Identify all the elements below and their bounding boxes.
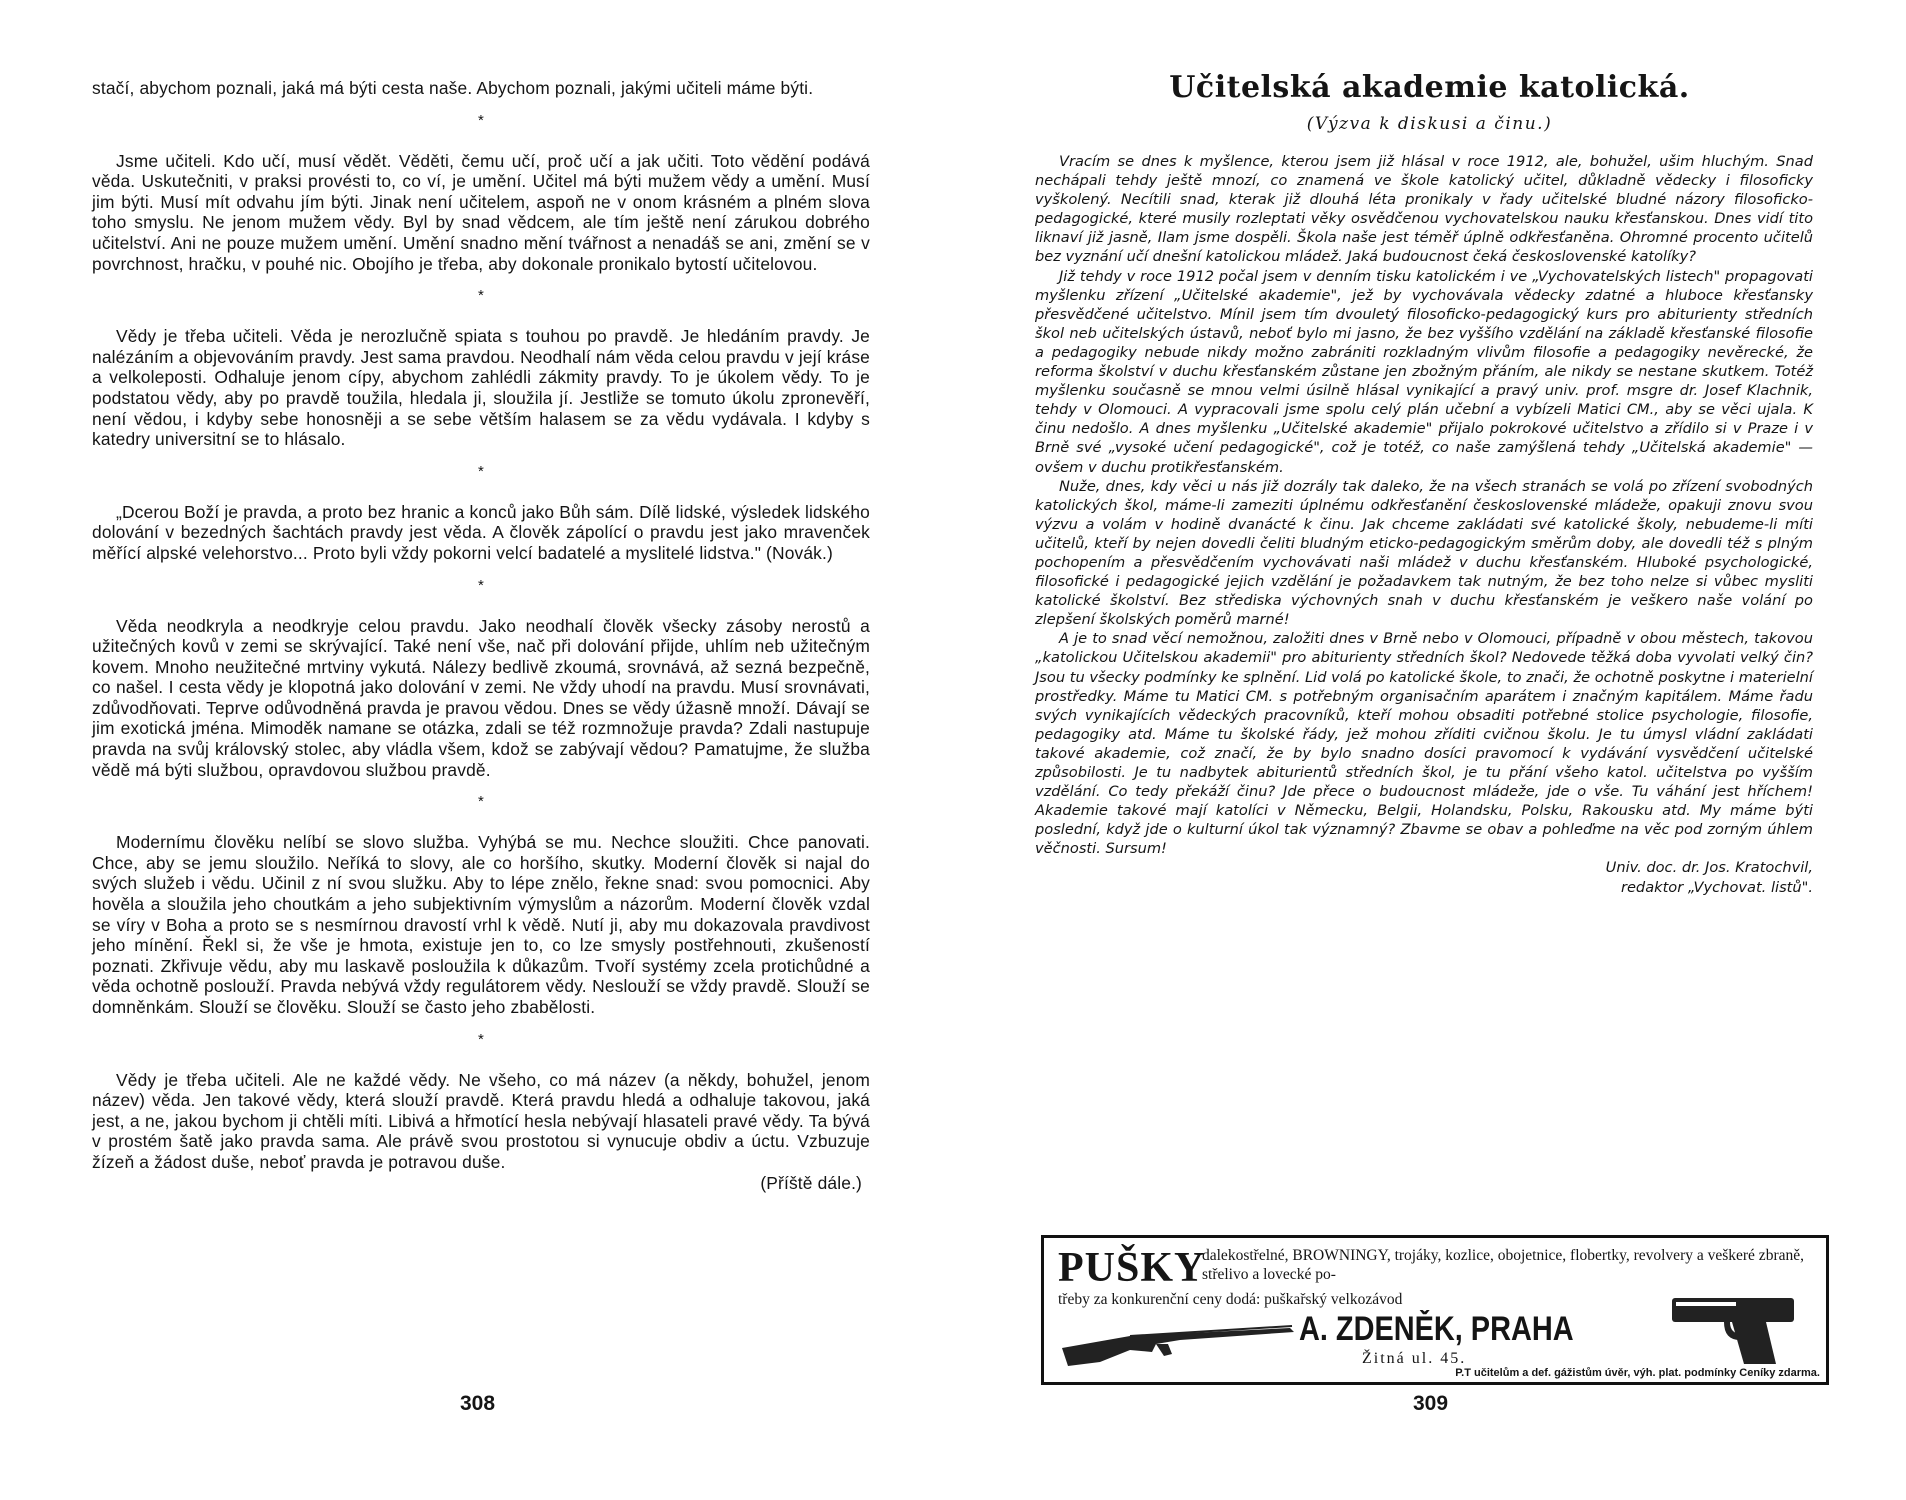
right-paragraph-1: Vracím se dnes k myšlence, kterou jsem již hlásal v roce 1912, ale, bohužel, ušim hluchým. Snad nechápali tehdy ještě mnozí, co znamená ve škole katolický učitel, důkladně vědecky i filosoficky vyškolený. Necítili snad, kterak již dlouhá léta pronikaly v řady učitelské bludné názory filosoficko-pedagogické, které musily rozleptati věky osvědčenou vychovatelskou nauku křesťanskou. Dnes vidí tito liknaví již jasně, Ilam jsme dospěli. Škola naše jest téměř úplně odkřesťaněna. Ohromné procento učitelů bez vyznání učí dnešní katolickou mládež. Jaká budoucnost čeká československé katolíky?	[1035, 153, 1813, 266]
left-paragraph-1: stačí, abychom poznali, jaká má býti cesta naše. Abychom poznali, jakými učiteli máme býti.	[92, 78, 814, 98]
section-separator: *	[478, 1030, 484, 1048]
ad-footer-terms: P.T učitelům a def. gážistům úvěr, výh. plat. podmínky Ceníky zdarma.	[1455, 1367, 1820, 1379]
ad-address: Žitná ul. 45.	[1362, 1350, 1467, 1367]
left-page-text	[92, 78, 870, 1193]
article-subtitle: (Výzva k diskusi a činu.)	[1306, 114, 1553, 134]
ad-description-continued: třeby za konkurenční ceny dodá: puškařský velkozávod	[1058, 1291, 1403, 1308]
section-separator: *	[478, 793, 484, 811]
left-paragraph-5: Věda neodkryla a neodkryje celou pravdu. Jako neodhalí člověk všecky zásoby nerostů a užitečných kovů v zemi se skrývající. Také není vše, nač při dolování přijde, uhlím neb užitečným kovem. Mnoho neužitečné mrtviny vykutá. Nálezy bedlivě zkoumá, srovnává, až sezná bezpečně, co našel. I cesta vědy je klopotná jako dolování v zemi. Ne vždy uhodí na pravdu. Musí srovnávati, zdůvodňovati. Teprve odůvodněná pravda je pravou vědou. Dnes se vědy úžasně množí. Dávají se jim exotická jména. Mimoděk namane se otázka, zdali se též rozmnožuje pravda? Zdali nastupuje pravda na svůj královský stolec, aby vládla všem, kdož se zabývají vědou? Pamatujme, že služba vědě má býti službou, opravdovou službou pravdě.	[92, 615, 870, 780]
section-separator: *	[478, 462, 484, 480]
ad-company-name: A. ZDENĚK, PRAHA	[1299, 1310, 1574, 1348]
author-role: redaktor „Vychovat. listů".	[1620, 878, 1813, 896]
left-paragraph-2: Jsme učiteli. Kdo učí, musí vědět. Věděti, čemu učí, proč učí a jak učiti. Toto vědění podává věda. Uskutečniti, v praksi provésti to, co ví, je umění. Učitel má býti mužem vědy a umění. Musí jim býti. Musí mít odvahu jím býti. Jinak není učitelem, aspoň ne v onom krásném a plném slova toho smyslu. Ne jenom mužem vědy. Byl by snad vědcem, ale tím ještě není zárukou dobrého učitelství. Ani ne pouze mužem umění. Umění snadno mění tvářnost a nenadáš se ani, změní se v povrchnost, hračku, v pouhé nic. Obojího je třeba, aby dokonale pronikalo bytostí učitelovou.	[92, 150, 870, 274]
right-page	[953, 0, 1906, 1500]
page-number-right: 309	[1413, 1392, 1449, 1415]
left-paragraph-3: Vědy je třeba učiteli. Věda je nerozlučně spiata s touhou po pravdě. Je hledáním pravdy. Je nalézáním a objevováním pravdy. Jest sama pravdou. Neodhalí nám věda celou pravdu v její kráse a velkoleposti. Odhaluje jenom cípy, abychom zahlédli zákmity pravdy. To je úkolem vědy. To je podstatou vědy, aby po pravdě toužila, hledala ji, sloužila jí. Jestliže se tomuto úkolu zpronevěří, není vědou, i kdyby sebe honosněji a se sebe větším halasem se za vědu vydávala. I kdyby s katedry universitní se to hlásalo.	[92, 326, 870, 450]
pistol-icon	[1662, 1288, 1802, 1368]
shotgun-icon	[1060, 1318, 1300, 1370]
left-paragraph-7: Vědy je třeba učiteli. Ale ne každé vědy. Ne všeho, co má název (a někdy, bohužel, jenom název) věda. Jen takové vědy, která slouží pravdě. Která pravdu hledá a odhaluje takovou, jaká jest, a ne, jakou bychom ji chtěli míti. Libivá a hřmotící hesla nebývají hlasateli pravé vědy. Ta bývá v prostém šatě jako pravda sama. Ale právě svou prostotou si vynucuje obdiv a úctu. Vzbuzuje žízeň a žádost duše, neboť pravda je potravou duše.	[92, 1069, 870, 1172]
section-separator: *	[478, 111, 484, 129]
author-signature: Univ. doc. dr. Jos. Kratochvil,	[1605, 859, 1813, 877]
continuation-note: (Příště dále.)	[760, 1172, 862, 1193]
left-paragraph-4-quote: „Dcerou Boží je pravda, a proto bez hranic a konců jako Bůh sám. Dílě lidské, výsledek lidského dolování v bezedných šachtách pravdy jest věda. A člověk zápolící o pravdu jest jako mravenček měřící alpské velehorstvo... Proto byli vždy pokorni velcí badatelé a myslitelé lidstva." (Novák.)	[92, 501, 870, 563]
section-separator: *	[478, 576, 484, 594]
left-paragraph-6: Modernímu člověku nelíbí se slovo služba. Vyhýbá se mu. Nechce sloužiti. Chce panovati. Chce, aby se jemu sloužilo. Neříká to slovy, ale co horšího, skutky. Moderní člověk si najal do svých služeb i vědu. Učinil z ní svou služku. Aby to lépe znělo, řekne snad: svou pomocnici. Aby hověla a sloužila jeho choutkám a jeho subjektivním výmyslům a názorům. Moderní člověk vzdal se víry v Boha a proto se s nesmírnou dravostí vrhl k vědě. Nutí ji, aby mu dokazovala pravdivost jeho mínění. Řekl si, že vše je hmota, existuje jen to, co lze smysly postřehnouti, zkušeností poznati. Zkřivuje vědu, aby mu laskavě posloužila k důkazům. Tvoří systémy zcela protichůdné a věda ochotně poslouží. Pravda nebývá vždy regulátorem vědy. Neslouží se vždy pravdě. Slouží se domněnkám. Slouží se člověku. Slouží se často jeho zbabělosti.	[92, 832, 870, 1017]
right-paragraph-2: Již tehdy v roce 1912 počal jsem v denním tisku katolickém i ve „Vychovatelských listech" propagovati myšlenku zřízení „Učitelské akademie", jež by vychovávala vědecky zdatné a hluboce křesťansky přesvědčené učitelstvo. Mínil jsem tím dvouletý filosoficko-pedagogický kurs pro abiturienty středních škol neb učitelských ústavů, neboť bylo mi jasno, že bez vyššího vzdělání na základě křesťanské filosofie a pedagogiky nebude nikdy možno zabrániti rozkladným vlivům filosofie a pedagogiky nevěrecké, že reforma školství v duchu křesťanském zůstane jen zbožným přáním, ale nikdy se nestane skutkem. Totéž myšlenku současně se mnou velmi úsilně hlásal vynikající a pravý univ. prof. msgre dr. Josef Klachnik, tehdy v Olomouci. A vypracovali jsme spolu celý plán učební a vybízeli Matici CM., aby se věci ujala. K činu nedošlo. A dnes myšlenku „Učitelské akademie" přijalo pokrokové učitelstvo a zřídilo si v Praze i v Brně své „vysoké učení pedagogické", což je totéž, co naše zamýšlená tehdy „Učitelská akademie" — ovšem v duchu protikřesťanském.	[1035, 267, 1813, 476]
section-separator: *	[478, 287, 484, 305]
ad-description: dalekostřelné, BROWNINGY, trojáky, kozlice, obojetnice, flobertky, revolvery a veškeré zbraně, střelivo a lovecké po-	[1202, 1247, 1804, 1283]
right-page-text	[1035, 152, 1813, 897]
article-title: Učitelská akademie katolická.	[1169, 70, 1690, 105]
ad-brand: PUŠKY	[1058, 1245, 1206, 1291]
right-paragraph-3: Nuže, dnes, kdy věci u nás již dozrály tak daleko, že na všech stranách se volá po zřízení svobodných katolických škol, máme-li zameziti úplnému odkřesťanění československé mládeže, opakuji znovu svou výzvu a volám v hodině dvanácté k činu. Jak chceme zakládati své katolické školy, nebudeme-li míti učitelů, kteří by nejen dovedli čeliti bludným eticko-pedagogickým směrům doby, ale dovedli též s plným pochopením a přesvědčením vychovávati naši mládež v duchu křesťanském. Hluboké psychologické, filosofické i pedagogické jejich vzdělání je požadavkem tak nutným, že bez toho nelze si vůbec mysliti katolické školství. Bez střediska výchovných snah v duchu křesťanském je veškero naše volání po zlepšení školských poměrů marné!	[1035, 477, 1813, 629]
right-paragraph-4: A je to snad věcí nemožnou, založiti dnes v Brně nebo v Olomouci, případně v obou městech, takovou „katolickou Učitelskou akademii" pro abiturienty středních škol? Nedovede těžká doba vyvolati velký čin? Jsou tu všecky podmínky ke splnění. Lid volá po katolické škole, to znači, že ochotně poskytne i materielní prostředky. Máme tu Matici CM. s potřebným organisačním aparátem i značným kapitálem. Máme řadu svých vynikajících vědeckých pracovníků, kteří mohou obsaditi potřebné stolice psychologie, filosofie, pedagogiky atd. Máme tu školské řády, jež mohou zříditi cvičnou školu. Je tu úmysl vládní zakládati takové akademie, což značí, že by bylo snadno dosíci pravomocí k vydávání vysvědčení učitelské způsobilosti. Je tu nadbytek abiturientů středních škol, je tu přání všeho katol. učitelstva po vyšším vzdělání. Co tedy překáží činu? Jde přece o budoucnost mládeže, jde o vše. Tu váhání jest hříchem! Akademie takové mají katolíci v Německu, Belgii, Holandsku, Polsku, Rakousku atd. My máme býti poslední, když jde o kulturní úkol tak významný? Zbavme se obav a pohleďme na věc pod zorným úhlem věčnosti. Sursum!	[1035, 630, 1813, 858]
gun-shop-advertisement	[1041, 1235, 1829, 1385]
page-number-left: 308	[460, 1392, 496, 1415]
